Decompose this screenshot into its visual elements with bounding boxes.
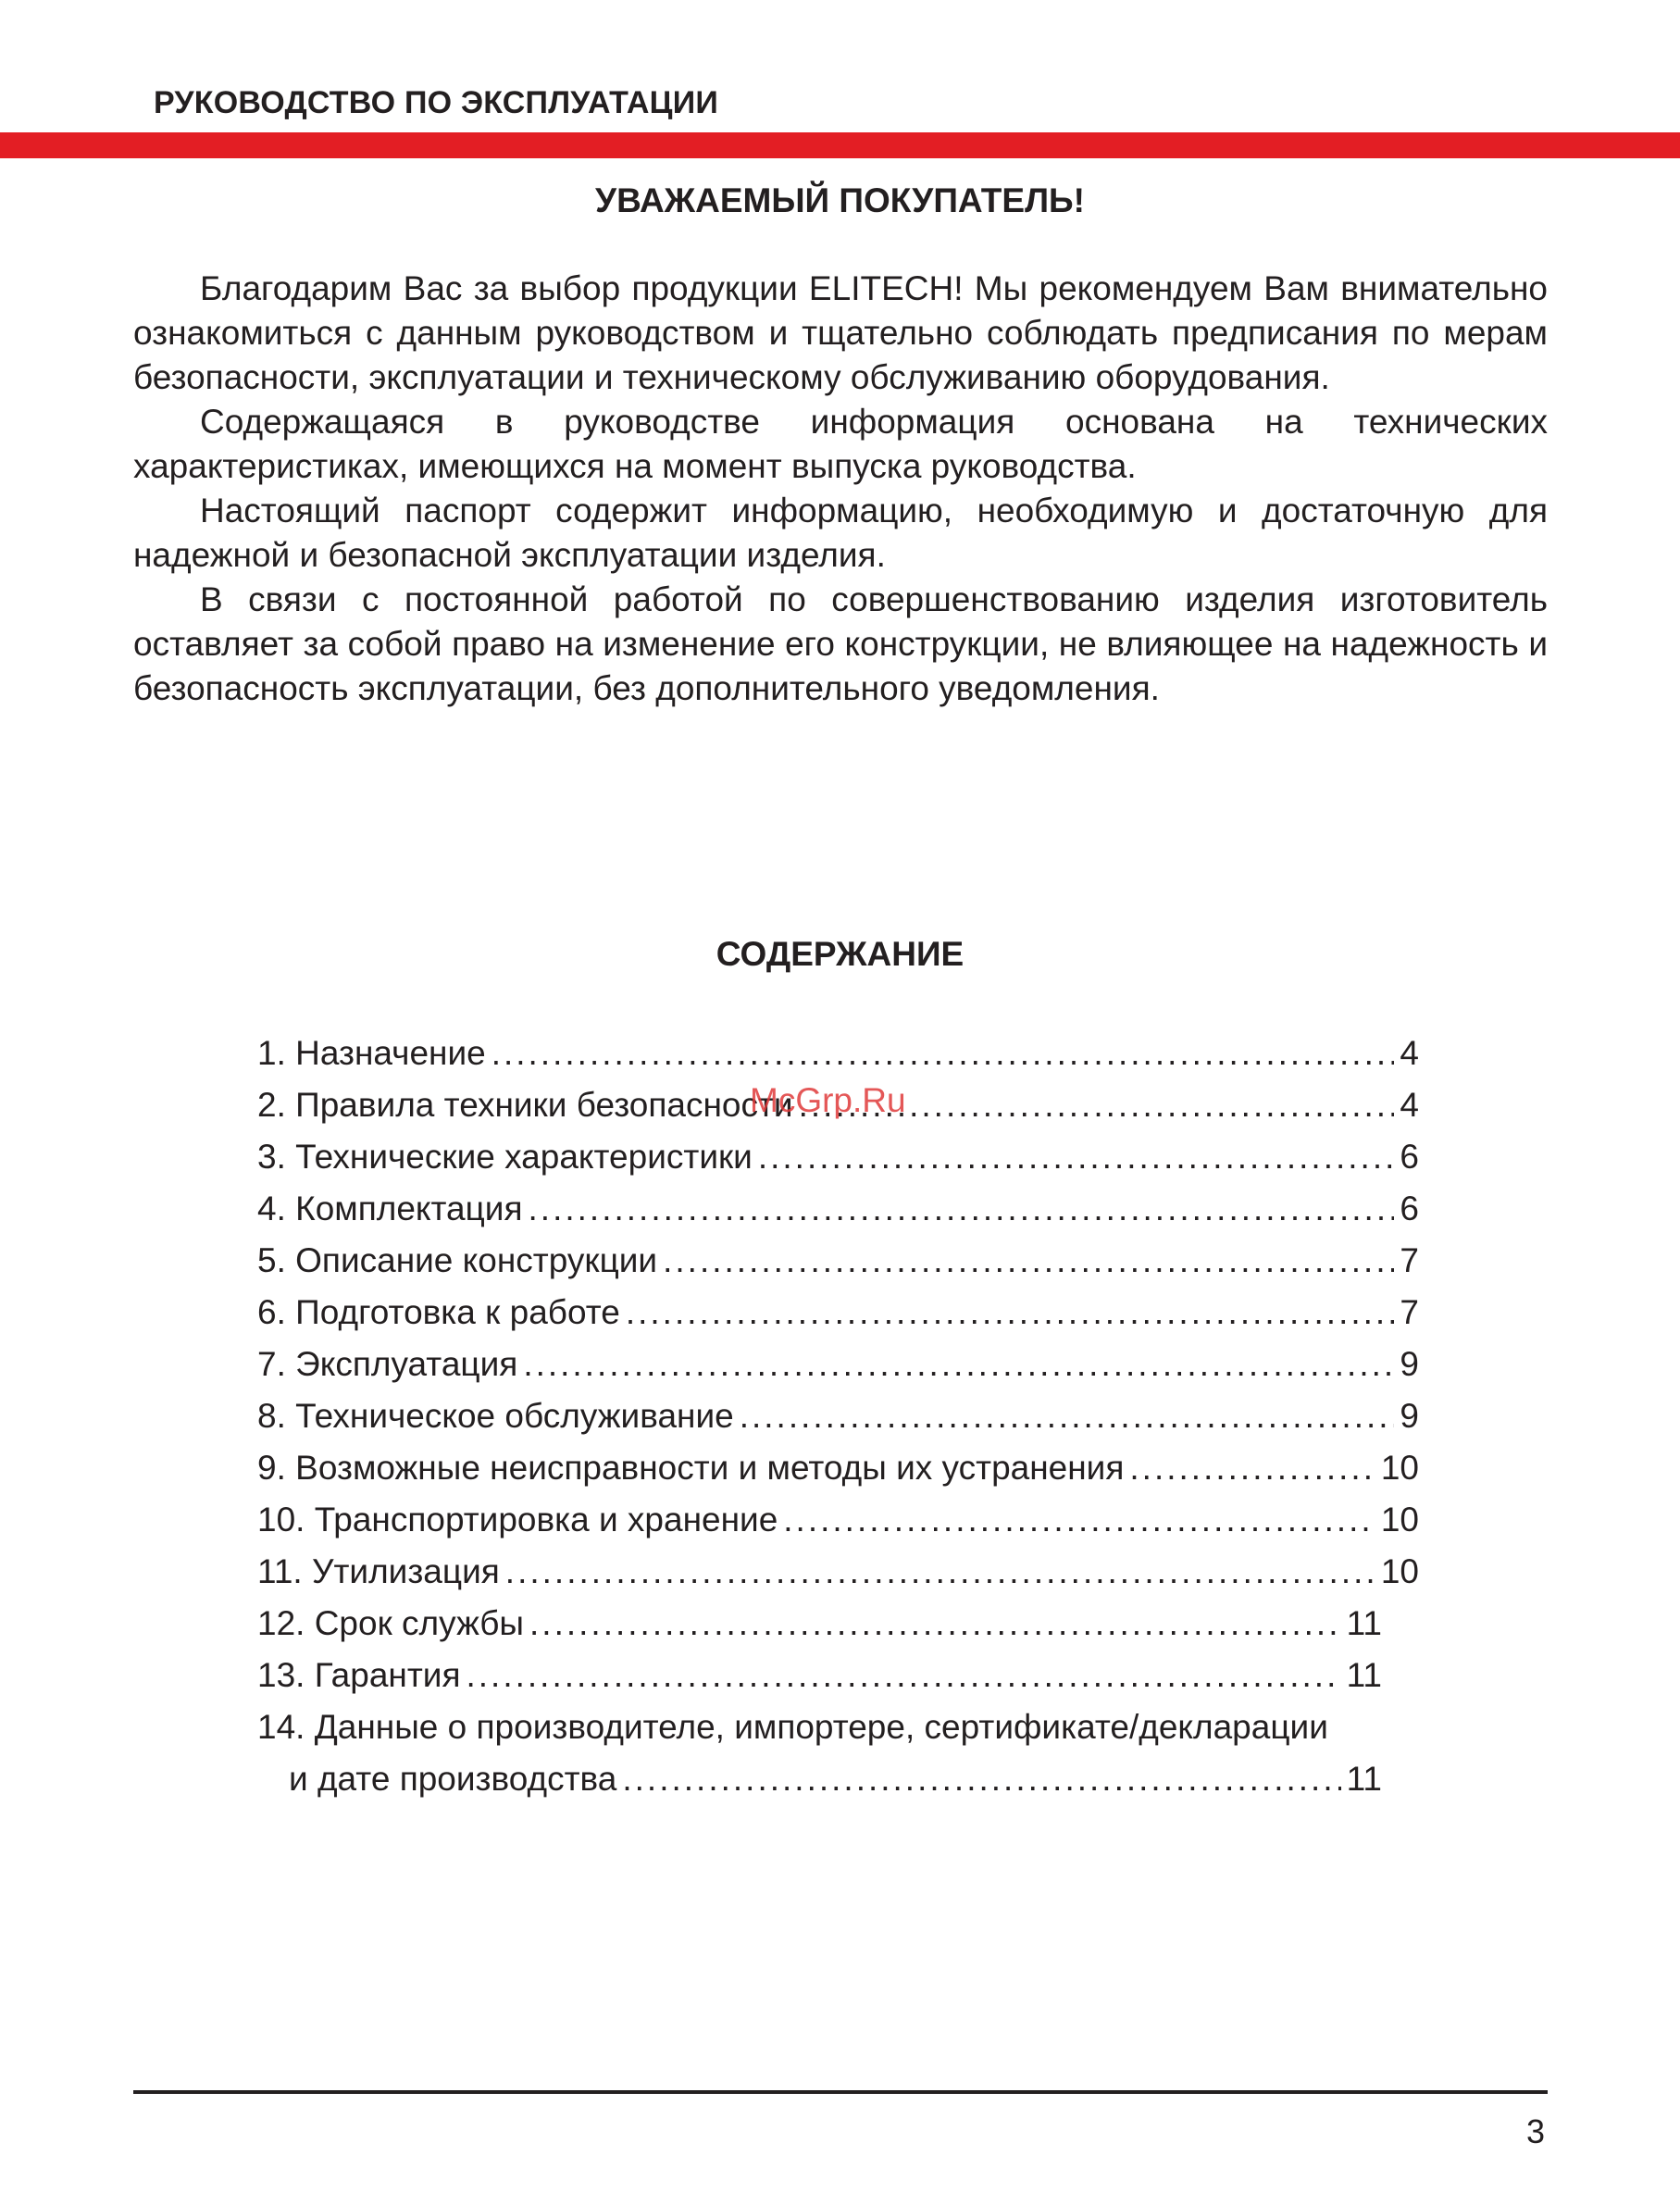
- toc-entry[interactable]: [257, 1183, 1419, 1235]
- toc-entry-label: 4. Комплектация: [257, 1190, 523, 1227]
- toc-entry-page: 11: [1346, 1760, 1382, 1798]
- toc-entry[interactable]: [257, 1753, 1419, 1805]
- toc-entry-page: 4: [1400, 1034, 1419, 1072]
- toc-entry-label: 2. Правила техники безопасности: [257, 1086, 793, 1124]
- toc-leader-dots: [758, 1131, 1395, 1183]
- toc-leader-dots: [1129, 1442, 1375, 1494]
- toc-entry-page: 6: [1400, 1138, 1419, 1176]
- toc-leader-dots: [663, 1235, 1394, 1287]
- toc-entry-page: 4: [1400, 1086, 1419, 1124]
- toc-entry-label: и дате производства: [289, 1760, 617, 1798]
- toc-leader-dots: [740, 1390, 1395, 1442]
- toc-entry[interactable]: [257, 1598, 1419, 1650]
- toc-entry-label: 9. Возможные неисправности и методы их устранения: [257, 1449, 1125, 1487]
- toc-leader-dots: [529, 1183, 1395, 1235]
- site-watermark: McGrp.Ru: [750, 1081, 906, 1119]
- toc-entry[interactable]: [257, 1235, 1419, 1287]
- toc-entry-page: 7: [1400, 1293, 1419, 1331]
- toc-entry[interactable]: [257, 1390, 1419, 1442]
- toc-entry-multiline-first[interactable]: 14. Данные о производителе, импортере, сертификате/декларации: [257, 1708, 1328, 1746]
- intro-text: [133, 267, 1548, 711]
- footer-divider: [133, 2090, 1548, 2094]
- header-red-bar: [0, 132, 1680, 158]
- intro-paragraph: В связи с постоянной работой по совершенствованию изделия изготовитель оставляет за собой право на изменение его конструкции, не влияющее на надежность и безопасность эксплуатации, без дополнительного уведомления.: [133, 580, 1548, 707]
- contents-heading: СОДЕРЖАНИЕ: [716, 935, 964, 973]
- page-number: 3: [1525, 2112, 1545, 2150]
- toc-entry[interactable]: [257, 1546, 1419, 1598]
- toc-entry-page: 11: [1346, 1604, 1382, 1642]
- toc-entry[interactable]: [257, 1131, 1419, 1183]
- toc-leader-dots: [622, 1753, 1340, 1805]
- toc-entry-label: 6. Подготовка к работе: [257, 1293, 620, 1331]
- toc-entry-label: 8. Техническое обслуживание: [257, 1397, 734, 1435]
- toc-entry-label: 5. Описание конструкции: [257, 1241, 658, 1279]
- table-of-contents: [257, 1028, 1419, 1805]
- toc-entry-page: 10: [1380, 1449, 1419, 1487]
- toc-entry-label: 3. Технические характеристики: [257, 1138, 753, 1176]
- toc-entry[interactable]: [257, 1494, 1419, 1546]
- toc-entry-page: 11: [1346, 1656, 1382, 1694]
- toc-entry[interactable]: [257, 1339, 1419, 1390]
- toc-entry-label: 1. Назначение: [257, 1034, 486, 1072]
- toc-entry[interactable]: [257, 1287, 1419, 1339]
- toc-entry-page: 9: [1400, 1345, 1419, 1383]
- toc-entry-label: 10. Транспортировка и хранение: [257, 1501, 778, 1539]
- intro-paragraph: Благодарим Вас за выбор продукции ELITECH! Мы рекомендуем Вам внимательно ознакомиться с данным руководством и тщательно соблюдать предписания по мерам безопасности, эксплуатации и техническому обслуживанию оборудования.: [133, 269, 1548, 396]
- toc-entry[interactable]: [257, 1028, 1419, 1079]
- toc-leader-dots: [626, 1287, 1395, 1339]
- toc-leader-dots: [492, 1028, 1395, 1079]
- toc-leader-dots: [529, 1598, 1341, 1650]
- toc-entry-page: 10: [1380, 1501, 1419, 1539]
- toc-entry-label: 12. Срок службы: [257, 1604, 525, 1642]
- greeting-heading: УВАЖАЕМЫЙ ПОКУПАТЕЛЬ!: [595, 181, 1085, 219]
- toc-leader-dots: [523, 1339, 1394, 1390]
- toc-entry-page: 7: [1400, 1241, 1419, 1279]
- running-header: РУКОВОДСТВО ПО ЭКСПЛУАТАЦИИ: [154, 85, 718, 120]
- intro-paragraph: Настоящий паспорт содержит информацию, необходимую и достаточную для надежной и безопасной эксплуатации изделия.: [133, 492, 1548, 574]
- toc-leader-dots: [505, 1546, 1375, 1598]
- toc-leader-dots: [783, 1494, 1375, 1546]
- toc-entry-page: 6: [1400, 1190, 1419, 1227]
- toc-entry-page: 10: [1380, 1552, 1419, 1590]
- toc-entry[interactable]: [257, 1650, 1419, 1701]
- toc-entry-label: 13. Гарантия: [257, 1656, 461, 1694]
- toc-entry-label: 11. Утилизация: [257, 1552, 500, 1590]
- toc-entry-page: 9: [1400, 1397, 1419, 1435]
- toc-leader-dots: [467, 1650, 1341, 1701]
- toc-entry-label: 7. Эксплуатация: [257, 1345, 518, 1383]
- intro-paragraph: Содержащаяся в руководстве информация основана на технических характеристиках, имеющихся на момент выпуска руководства.: [133, 403, 1548, 485]
- toc-entry[interactable]: [257, 1442, 1419, 1494]
